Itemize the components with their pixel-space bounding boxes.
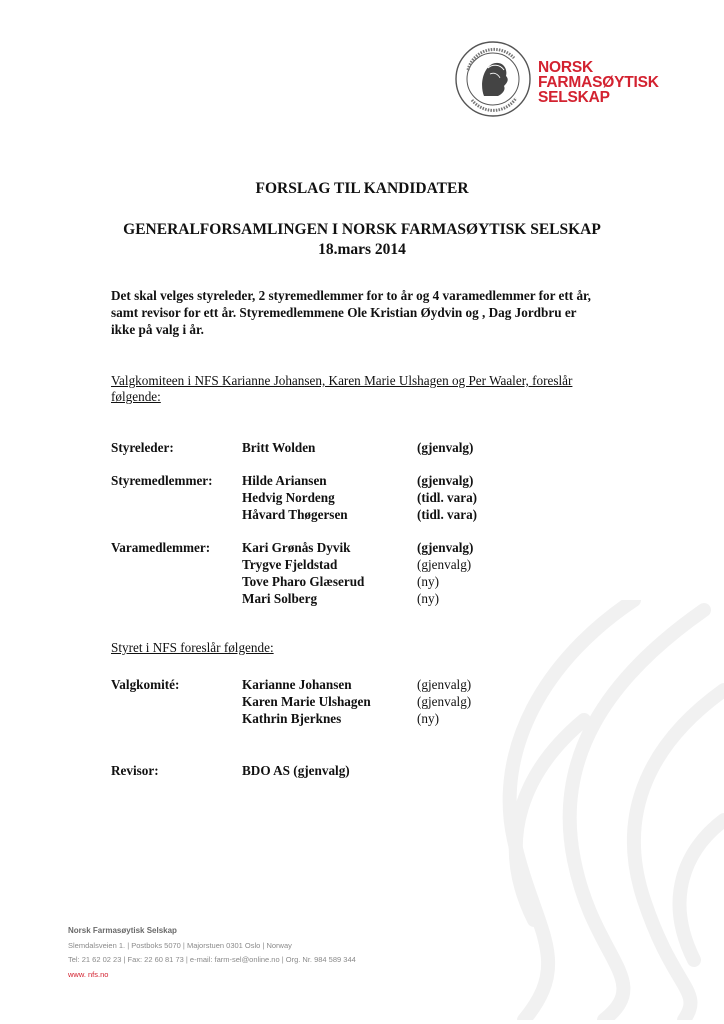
candidate-name: BDO AS (gjenvalg) [242, 763, 350, 778]
role-label: Revisor: [111, 763, 159, 778]
candidate-status: (ny) [417, 574, 439, 589]
candidate-status: (gjenvalg) [417, 677, 472, 692]
document-date: 18.mars 2014 [318, 241, 406, 258]
intro-line: Det skal velges styreleder, 2 styremedlemmer for to år og 4 varamedlemmer for ett år, [111, 288, 591, 303]
footer-address: Slemdalsveien 1. | Postboks 5070 | Majorstuen 0301 Oslo | Norway [68, 940, 292, 950]
intro-line: samt revisor for ett år. Styremedlemmene Ole Kristian Øydvin og , Dag Jordbru er [111, 305, 577, 320]
role-label: Styremedlemmer: [111, 473, 213, 488]
candidate-row [0, 677, 724, 694]
candidate-status: (ny) [417, 711, 439, 726]
candidate-name: Hilde Ariansen [242, 473, 327, 488]
candidate-row [0, 574, 724, 591]
candidate-status: (gjenvalg) [417, 473, 474, 488]
role-label: Varamedlemmer: [111, 540, 211, 555]
intro-line: ikke på valg i år. [111, 322, 204, 337]
committee-intro-line: Valgkomiteen i NFS Karianne Johansen, Karen Marie Ulshagen og Per Waaler, foreslår [111, 373, 573, 388]
footer-contact: Tel: 21 62 02 23 | Fax: 22 60 81 73 | e-mail: farm-sel@online.no | Org. Nr. 984 589 344 [68, 955, 356, 964]
candidate-row [0, 557, 724, 574]
board-intro-line: Styret i NFS foreslår følgende: [111, 640, 274, 655]
committee-intro-line: følgende: [111, 389, 161, 404]
candidate-row [0, 490, 724, 507]
candidate-name: Kathrin Bjerknes [242, 711, 342, 726]
candidate-status: (gjenvalg) [417, 540, 474, 555]
committee-intro [111, 373, 572, 405]
candidate-name: Tove Pharo Glæserud [242, 574, 365, 589]
candidate-name: Kari Grønås Dyvik [242, 540, 351, 555]
logo-line-1: NORSK [538, 59, 593, 76]
candidate-row [0, 591, 724, 608]
candidate-status: (ny) [417, 591, 439, 606]
candidate-row [0, 507, 724, 524]
document-subtitle: GENERALFORSAMLINGEN I NORSK FARMASØYTISK SELSKAP [123, 221, 601, 238]
nfs-logo [454, 40, 694, 130]
footer-website: www. nfs.no [68, 969, 109, 979]
candidate-name: Britt Wolden [242, 440, 316, 455]
candidate-status: (gjenvalg) [417, 694, 472, 709]
seal-emblem [454, 40, 532, 118]
candidate-name: Mari Solberg [242, 591, 318, 606]
candidate-row [0, 540, 724, 557]
document-title: FORSLAG TIL KANDIDATER [255, 180, 469, 197]
candidate-status: (gjenvalg) [417, 557, 472, 572]
logo-wordmark [538, 60, 659, 105]
role-label: Valgkomité: [111, 677, 180, 692]
candidate-name: Hedvig Nordeng [242, 490, 335, 505]
decorative-watermark [404, 600, 724, 1020]
role-label: Styreleder: [111, 440, 174, 455]
candidate-name: Karianne Johansen [242, 677, 352, 692]
candidate-row [0, 473, 724, 490]
logo-line-2: FARMASØYTISK [538, 74, 659, 91]
candidate-row [0, 440, 724, 457]
candidate-row [0, 763, 724, 780]
board-intro [111, 640, 274, 656]
logo-line-3: SELSKAP [538, 89, 610, 106]
candidate-name: Karen Marie Ulshagen [242, 694, 371, 709]
candidate-status: (tidl. vara) [417, 490, 478, 505]
candidate-row [0, 694, 724, 711]
intro-paragraph [111, 287, 651, 338]
candidate-row [0, 711, 724, 728]
candidate-status: (gjenvalg) [417, 440, 474, 455]
candidate-status: (tidl. vara) [417, 507, 478, 522]
page-footer [68, 924, 356, 982]
candidate-name: Trygve Fjeldstad [242, 557, 338, 572]
candidate-name: Håvard Thøgersen [242, 507, 348, 522]
footer-org: Norsk Farmasøytisk Selskap [68, 926, 177, 935]
